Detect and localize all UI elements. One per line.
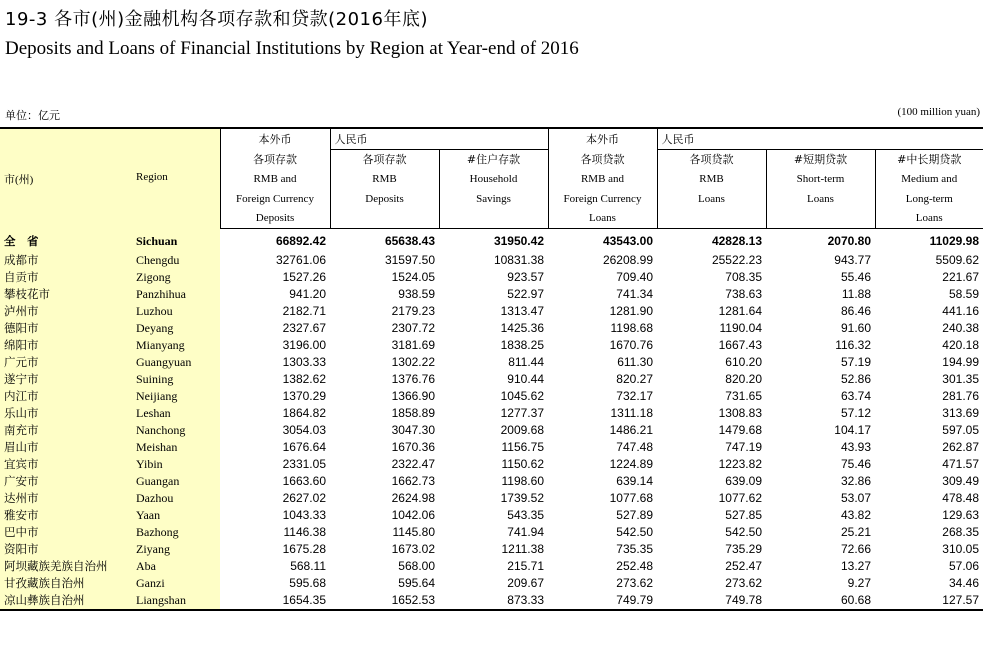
value-cell: 1676.64 [282, 439, 326, 454]
value-cell: 595.68 [289, 575, 326, 590]
value-cell: 43.93 [840, 439, 871, 454]
table-row [0, 541, 983, 558]
value-cell: 11.88 [841, 286, 871, 301]
header-region: Region [136, 171, 168, 183]
region-name-cn: 宜宾市 [4, 456, 39, 471]
header-c5-en2: Loans [657, 189, 766, 209]
value-cell: 215.71 [507, 558, 544, 573]
region-name-en: Liangshan [136, 592, 186, 607]
region-name-cn: 成都市 [4, 252, 39, 267]
header-c4-en1: RMB and [548, 169, 657, 189]
value-cell: 104.17 [834, 422, 871, 437]
header-c7-cn: #中长期贷款 [875, 149, 983, 169]
header-city-cell [0, 128, 220, 228]
value-cell: 252.48 [616, 558, 653, 573]
value-cell: 1281.90 [609, 303, 653, 318]
value-cell: 910.44 [507, 371, 544, 386]
region-name-cn: 资阳市 [4, 541, 39, 556]
region-name-en: Chengdu [136, 252, 180, 267]
value-cell: 91.60 [840, 320, 871, 335]
value-cell: 542.50 [616, 524, 653, 539]
value-cell: 60.68 [766, 592, 875, 610]
table-row [0, 473, 983, 490]
header-c6-en1: Short-term [766, 169, 875, 189]
region-name-en: Dazhou [136, 490, 174, 505]
value-cell: 747.48 [616, 439, 653, 454]
value-cell: 1308.83 [718, 405, 762, 420]
region-name-en: Deyang [136, 320, 174, 335]
table-row [0, 405, 983, 422]
region-name-en: Ziyang [136, 541, 170, 556]
region-cell [0, 286, 220, 303]
value-cell: 1858.89 [391, 405, 435, 420]
header-c1-en1: RMB and [220, 169, 330, 189]
value-cell: 86.46 [840, 303, 871, 318]
header-c5-cn: 各项贷款 [657, 149, 766, 169]
value-cell: 610.20 [725, 354, 762, 369]
value-cell: 13.27 [840, 558, 871, 573]
region-cell [0, 388, 220, 405]
value-cell: 26208.99 [602, 252, 653, 267]
value-cell: 741.34 [616, 286, 653, 301]
value-cell: 1524.05 [391, 269, 435, 284]
region-name-en: Nanchong [136, 422, 186, 437]
value-cell: 252.47 [725, 558, 762, 573]
header-c6-en2: Loans [766, 189, 875, 209]
table-row [0, 320, 983, 337]
header-c3-en2: Savings [439, 189, 548, 209]
value-cell: 735.29 [725, 541, 762, 556]
value-cell: 63.74 [840, 388, 871, 403]
value-cell: 52.86 [840, 371, 871, 386]
region-cell [0, 490, 220, 507]
value-cell: 11029.98 [929, 234, 979, 249]
value-cell: 1366.90 [391, 388, 435, 403]
region-name-en: Ganzi [136, 575, 165, 590]
value-cell: 75.46 [840, 456, 871, 471]
region-name-cn: 遂宁市 [4, 371, 39, 386]
value-cell: 1425.36 [500, 320, 544, 335]
region-cell [0, 354, 220, 371]
region-name-en: Yibin [136, 456, 163, 471]
region-name-cn: 阿坝藏族羌族自治州 [4, 558, 108, 573]
value-cell: 639.14 [616, 473, 653, 488]
value-cell: 1376.76 [391, 371, 435, 386]
value-cell: 58.59 [948, 286, 979, 301]
table-body [0, 228, 983, 610]
value-cell: 595.64 [398, 575, 435, 590]
value-cell: 5509.62 [935, 252, 979, 267]
value-cell: 1670.76 [609, 337, 653, 352]
table-row [0, 286, 983, 303]
header-c4-en2: Foreign Currency [548, 189, 657, 209]
value-cell: 941.20 [289, 286, 326, 301]
header-c2-en2: Deposits [330, 189, 439, 209]
table-row [0, 388, 983, 405]
value-cell: 420.18 [942, 337, 979, 352]
value-cell: 471.57 [942, 456, 979, 471]
value-cell: 127.57 [875, 592, 983, 610]
value-cell: 43543.00 [602, 234, 653, 249]
region-name-cn: 绵阳市 [4, 337, 39, 352]
header-c2-cn: 各项存款 [330, 149, 439, 169]
value-cell: 31597.50 [384, 252, 435, 267]
region-name-en: Neijiang [136, 388, 178, 403]
region-cell [0, 439, 220, 456]
value-cell: 2179.23 [391, 303, 435, 318]
header-c1-en3: Deposits [220, 208, 330, 228]
region-name-cn: 达州市 [4, 490, 39, 505]
value-cell: 1077.68 [609, 490, 653, 505]
region-name-cn: 自贡市 [4, 269, 39, 284]
table-row [0, 575, 983, 592]
value-cell: 25522.23 [711, 252, 762, 267]
value-cell: 194.99 [942, 354, 979, 369]
value-cell: 301.35 [942, 371, 979, 386]
value-cell: 42828.13 [711, 234, 762, 249]
value-cell: 741.94 [507, 524, 544, 539]
value-cell: 3047.30 [391, 422, 435, 437]
value-cell: 1652.53 [330, 592, 439, 610]
value-cell: 1370.29 [282, 388, 326, 403]
header-group-foreign: 本外币 [220, 128, 330, 149]
value-cell: 273.62 [725, 575, 762, 590]
value-cell: 3054.03 [282, 422, 326, 437]
value-cell: 731.65 [725, 388, 762, 403]
region-name-cn: 雅安市 [4, 507, 39, 522]
value-cell: 2327.67 [282, 320, 326, 335]
table-header [0, 128, 983, 228]
value-cell: 55.46 [840, 269, 871, 284]
value-cell: 1663.60 [282, 473, 326, 488]
value-cell: 65638.43 [384, 234, 435, 249]
header-c1-cn: 各项存款 [220, 149, 330, 169]
value-cell: 597.05 [942, 422, 979, 437]
value-cell: 732.17 [616, 388, 653, 403]
value-cell: 811.44 [508, 354, 544, 369]
table-row [0, 269, 983, 286]
value-cell: 1198.60 [501, 473, 544, 488]
value-cell: 1313.47 [500, 303, 544, 318]
value-cell: 709.40 [616, 269, 653, 284]
region-cell [0, 507, 220, 524]
header-c7-en3: Loans [875, 208, 983, 228]
value-cell: 1311.18 [610, 405, 653, 420]
value-cell: 611.30 [617, 354, 653, 369]
unit-label-en: (100 million yuan) [897, 106, 980, 118]
value-cell: 1864.82 [282, 405, 326, 420]
region-name-cn: 广安市 [4, 473, 39, 488]
table-row [0, 507, 983, 524]
value-cell: 313.69 [942, 405, 979, 420]
value-cell: 522.97 [507, 286, 544, 301]
table-row [0, 490, 983, 507]
value-cell: 3181.69 [391, 337, 435, 352]
region-name-en: Guangan [136, 473, 180, 488]
region-name-en: Aba [136, 558, 156, 573]
value-cell: 735.35 [616, 541, 653, 556]
value-cell: 441.16 [942, 303, 979, 318]
region-name-cn: 巴中市 [4, 524, 39, 539]
value-cell: 1654.35 [220, 592, 330, 610]
value-cell: 3196.00 [282, 337, 326, 352]
value-cell: 1156.75 [501, 439, 544, 454]
value-cell: 1479.68 [718, 422, 762, 437]
region-name-cn: 甘孜藏族自治州 [4, 575, 85, 590]
region-name-cn: 内江市 [4, 388, 39, 403]
region-cell [0, 320, 220, 337]
region-name-cn: 泸州市 [4, 303, 39, 318]
value-cell: 9.27 [847, 575, 871, 590]
header-c6-cn: #短期贷款 [766, 149, 875, 169]
header-c2-en1: RMB [330, 169, 439, 189]
value-cell: 57.19 [840, 354, 871, 369]
value-cell: 129.63 [942, 507, 979, 522]
value-cell: 209.67 [507, 575, 544, 590]
page-subtitle: Deposits and Loans of Financial Institutions by Region at Year-end of 2016 [5, 38, 579, 59]
value-cell: 1198.68 [610, 320, 653, 335]
value-cell: 1150.62 [501, 456, 544, 471]
value-cell: 1043.33 [282, 507, 326, 522]
value-cell: 268.35 [942, 524, 979, 539]
value-cell: 1486.21 [609, 422, 653, 437]
value-cell: 1739.52 [500, 490, 544, 505]
region-name-cn: 德阳市 [4, 320, 39, 335]
region-cell [0, 405, 220, 422]
value-cell: 639.09 [725, 473, 762, 488]
value-cell: 43.82 [840, 507, 871, 522]
region-name-en: Meishan [136, 439, 178, 454]
table-row [0, 439, 983, 456]
value-cell: 1662.73 [391, 473, 435, 488]
value-cell: 2322.47 [391, 456, 435, 471]
table-row [0, 337, 983, 354]
value-cell: 527.89 [616, 507, 653, 522]
value-cell: 943.77 [834, 252, 871, 267]
header-group-rmb: 人民币 [330, 128, 439, 149]
value-cell: 2070.80 [827, 234, 871, 249]
region-cell [0, 456, 220, 473]
value-cell: 53.07 [840, 490, 871, 505]
region-cell [0, 252, 220, 269]
value-cell: 738.63 [725, 286, 762, 301]
region-name-cn: 攀枝花市 [4, 286, 50, 301]
header-c4-en3: Loans [548, 208, 657, 228]
page-title: 19-3 各市(州)金融机构各项存款和贷款(2016年底) [5, 9, 428, 30]
value-cell: 262.87 [942, 439, 979, 454]
table-row [0, 422, 983, 439]
value-cell: 749.79 [548, 592, 657, 610]
region-name-en: Mianyang [136, 337, 185, 352]
value-cell: 820.27 [616, 371, 653, 386]
table-row [0, 371, 983, 388]
value-cell: 747.19 [725, 439, 762, 454]
value-cell: 1838.25 [500, 337, 544, 352]
value-cell: 478.48 [942, 490, 979, 505]
region-cell [0, 524, 220, 541]
value-cell: 1145.80 [392, 524, 435, 539]
value-cell: 273.62 [616, 575, 653, 590]
unit-label-cn: 单位：亿元 [5, 109, 60, 122]
region-name-cn: 广元市 [4, 354, 39, 369]
value-cell: 57.06 [948, 558, 979, 573]
value-cell: 1667.43 [718, 337, 762, 352]
value-cell: 32761.06 [275, 252, 326, 267]
region-cell [0, 228, 220, 252]
value-cell: 708.35 [725, 269, 762, 284]
data-table [0, 127, 983, 611]
value-cell: 1277.37 [500, 405, 544, 420]
value-cell: 568.00 [398, 558, 435, 573]
header-c5-en1: RMB [657, 169, 766, 189]
region-cell [0, 558, 220, 575]
region-cell [0, 575, 220, 592]
value-cell: 310.05 [942, 541, 979, 556]
value-cell: 32.86 [840, 473, 871, 488]
value-cell: 1670.36 [391, 439, 435, 454]
region-name-en: Yaan [136, 507, 161, 522]
value-cell: 1527.26 [282, 269, 326, 284]
region-name-en: Sichuan [136, 234, 178, 249]
value-cell: 1382.62 [282, 371, 326, 386]
value-cell: 31950.42 [493, 234, 544, 249]
value-cell: 1303.33 [282, 354, 326, 369]
table-row [0, 252, 983, 269]
region-name-cn: 南充市 [4, 422, 39, 437]
value-cell: 57.12 [840, 405, 871, 420]
region-cell [0, 592, 220, 610]
value-cell: 1673.02 [391, 541, 435, 556]
value-cell: 820.20 [725, 371, 762, 386]
header-c3-en1: Household [439, 169, 548, 189]
value-cell: 749.78 [657, 592, 766, 610]
value-cell: 2331.05 [282, 456, 326, 471]
value-cell: 1224.89 [609, 456, 653, 471]
table-row [0, 592, 983, 610]
value-cell: 10831.38 [493, 252, 544, 267]
region-name-en: Suining [136, 371, 174, 386]
value-cell: 25.21 [840, 524, 871, 539]
region-name-cn: 眉山市 [4, 439, 39, 454]
table-row [0, 456, 983, 473]
value-cell: 923.57 [507, 269, 544, 284]
region-cell [0, 473, 220, 490]
value-cell: 2624.98 [391, 490, 435, 505]
region-cell [0, 269, 220, 286]
table-row [0, 524, 983, 541]
value-cell: 873.33 [439, 592, 548, 610]
header-group-foreign2: 本外币 [548, 128, 657, 149]
value-cell: 542.50 [725, 524, 762, 539]
header-c3-cn: #住户存款 [439, 149, 548, 169]
value-cell: 2182.71 [282, 303, 326, 318]
region-name-en: Guangyuan [136, 354, 192, 369]
value-cell: 938.59 [398, 286, 435, 301]
value-cell: 1146.38 [283, 524, 326, 539]
value-cell: 543.35 [507, 507, 544, 522]
value-cell: 568.11 [290, 558, 326, 573]
value-cell: 527.85 [725, 507, 762, 522]
value-cell: 34.46 [948, 575, 979, 590]
value-cell: 281.76 [942, 388, 979, 403]
value-cell: 1223.82 [718, 456, 762, 471]
region-cell [0, 337, 220, 354]
value-cell: 1045.62 [500, 388, 544, 403]
header-c4-cn: 各项贷款 [548, 149, 657, 169]
table-row-total [0, 228, 983, 252]
region-cell [0, 371, 220, 388]
region-name-en: Panzhihua [136, 286, 186, 301]
value-cell: 1077.62 [718, 490, 762, 505]
value-cell: 1302.22 [391, 354, 435, 369]
value-cell: 1190.04 [719, 320, 762, 335]
value-cell: 72.66 [840, 541, 871, 556]
value-cell: 1675.28 [282, 541, 326, 556]
region-name-en: Bazhong [136, 524, 179, 539]
value-cell: 1211.38 [501, 541, 544, 556]
region-cell [0, 422, 220, 439]
header-group-rmb2: 人民币 [657, 128, 766, 149]
region-name-cn: 凉山彝族自治州 [4, 592, 85, 607]
value-cell: 2009.68 [500, 422, 544, 437]
region-name-cn: 乐山市 [4, 405, 39, 420]
region-name-en: Zigong [136, 269, 171, 284]
header-c7-en2: Long-term [875, 189, 983, 209]
value-cell: 2307.72 [391, 320, 435, 335]
table-row [0, 354, 983, 371]
region-name-en: Luzhou [136, 303, 173, 318]
value-cell: 1042.06 [391, 507, 435, 522]
value-cell: 221.67 [942, 269, 979, 284]
value-cell: 1281.64 [718, 303, 762, 318]
region-cell [0, 303, 220, 320]
value-cell: 309.49 [942, 473, 979, 488]
header-city: 市(州) [4, 174, 34, 186]
region-name-cn: 全 省 [4, 234, 39, 249]
table-row [0, 303, 983, 320]
value-cell: 2627.02 [282, 490, 326, 505]
value-cell: 66892.42 [275, 234, 326, 249]
region-cell [0, 541, 220, 558]
header-c1-en2: Foreign Currency [220, 189, 330, 209]
value-cell: 240.38 [942, 320, 979, 335]
header-c7-en1: Medium and [875, 169, 983, 189]
table-row [0, 558, 983, 575]
value-cell: 116.32 [835, 337, 871, 352]
region-name-en: Leshan [136, 405, 171, 420]
